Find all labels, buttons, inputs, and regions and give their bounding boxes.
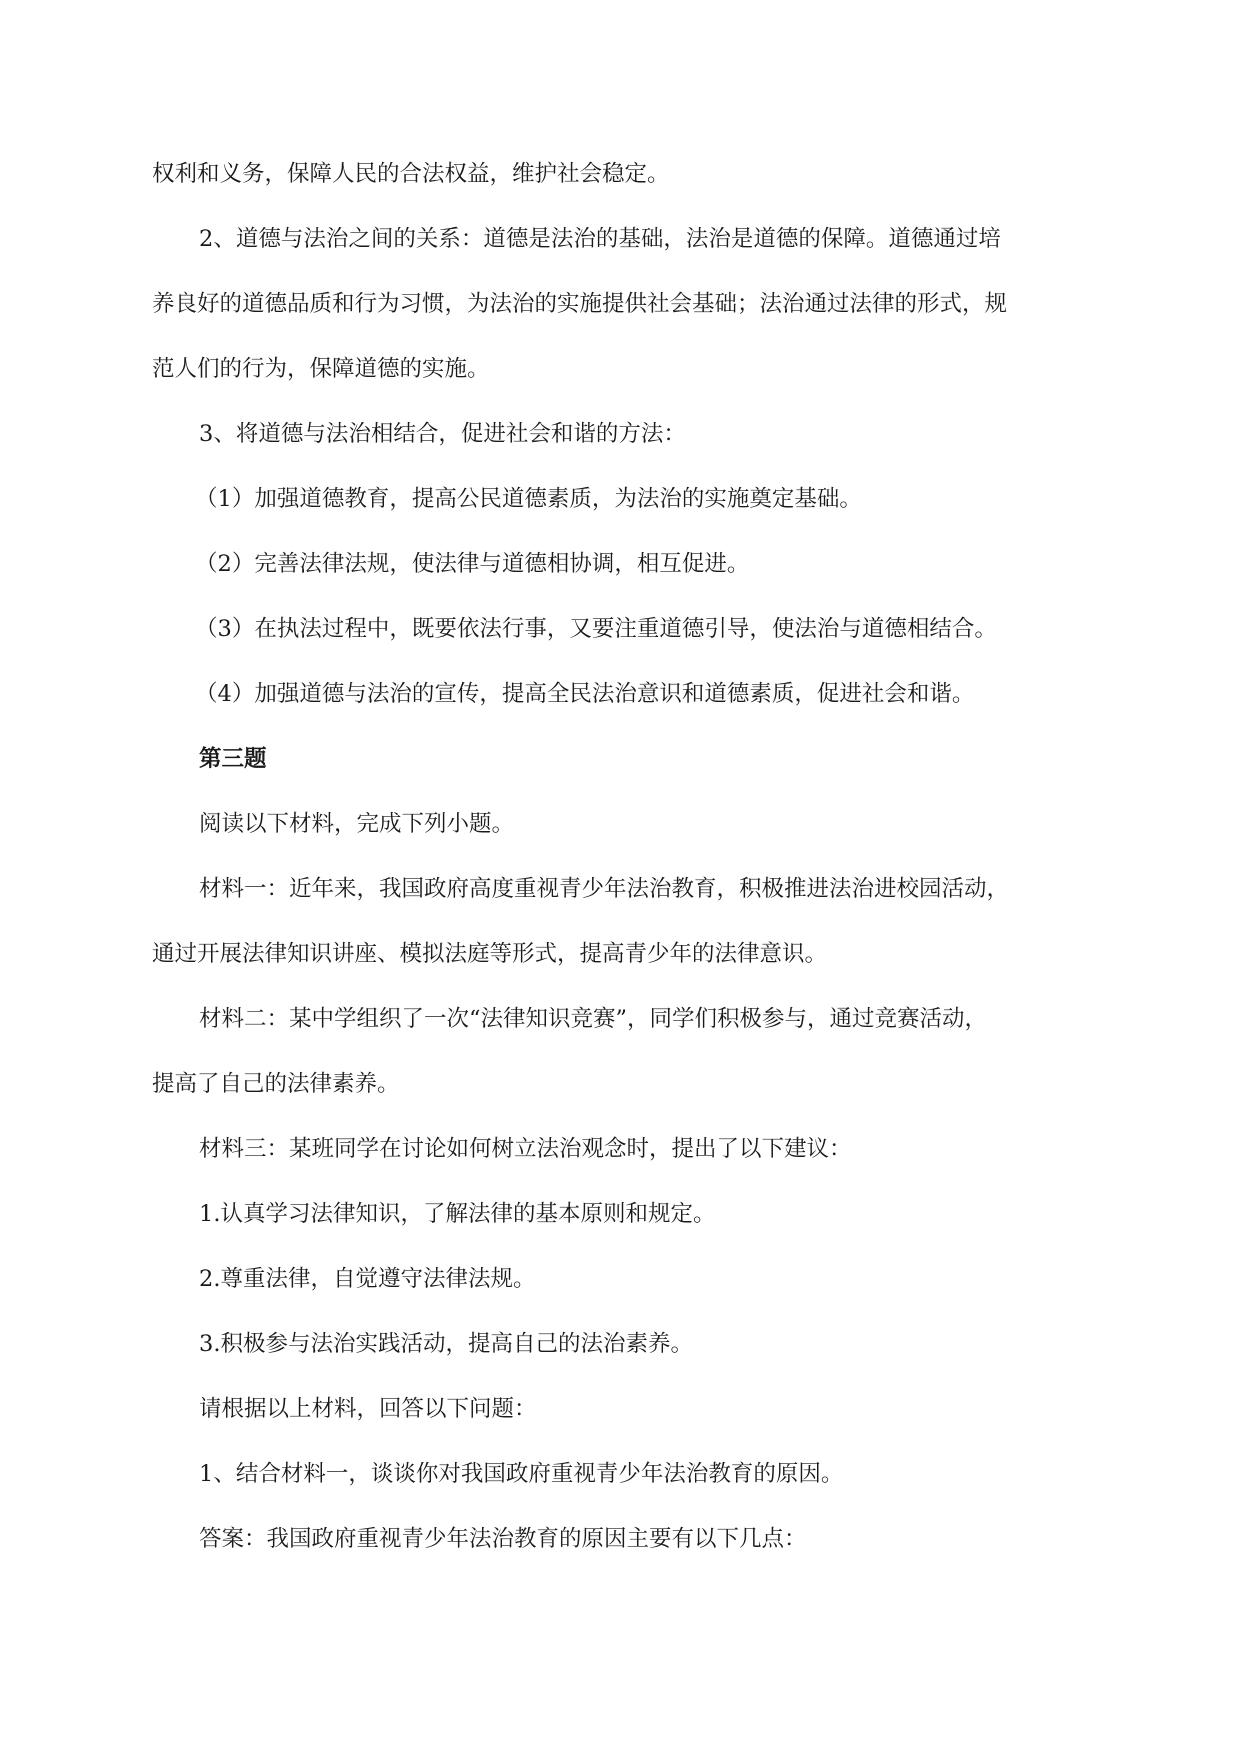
list-item: 3.积极参与法治实践活动，提高自己的法治素养。 [199, 1331, 693, 1357]
question-line: 1、结合材料一，谈谈你对我国政府重视青少年法治教育的原因。 [199, 1461, 844, 1487]
paragraph-line: 请根据以上材料，回答以下问题： [199, 1396, 537, 1422]
paragraph-line: 材料二：某中学组织了一次“法律知识竞赛”，同学们积极参与，通过竞赛活动， [199, 1006, 988, 1032]
list-item: 1.认真学习法律知识，了解法律的基本原则和规定。 [199, 1201, 716, 1227]
paragraph-line: 权利和义务，保障人民的合法权益，维护社会稳定。 [152, 161, 670, 187]
paragraph-line: 范人们的行为，保障道德的实施。 [152, 356, 490, 382]
list-item: （4）加强道德与法治的宣传，提高全民法治意识和道德素质，促进社会和谐。 [195, 681, 975, 707]
paragraph-line: 材料一：近年来，我国政府高度重视青少年法治教育，积极推进法治进校园活动， [199, 876, 1010, 902]
list-item: （2）完善法律法规，使法律与道德相协调，相互促进。 [195, 551, 750, 577]
paragraph-line: 阅读以下材料，完成下列小题。 [199, 811, 515, 837]
paragraph-line: 材料三：某班同学在讨论如何树立法治观念时，提出了以下建议： [199, 1136, 852, 1162]
paragraph-line: 提高了自己的法律素养。 [152, 1071, 400, 1097]
paragraph-line: 2、道德与法治之间的关系：道德是法治的基础，法治是道德的保障。道德通过培 [199, 226, 1001, 252]
section-heading: 第三题 [199, 746, 267, 772]
list-item: （3）在执法过程中，既要依法行事，又要注重道德引导，使法治与道德相结合。 [195, 616, 997, 642]
paragraph-line: 3、将道德与法治相结合，促进社会和谐的方法： [199, 421, 686, 447]
paragraph-line: 养良好的道德品质和行为习惯，为法治的实施提供社会基础；法治通过法律的形式，规 [152, 291, 1008, 317]
list-item: 2.尊重法律，自觉遵守法律法规。 [199, 1266, 536, 1292]
list-item: （1）加强道德教育，提高公民道德素质，为法治的实施奠定基础。 [195, 486, 862, 512]
answer-line: 答案：我国政府重视青少年法治教育的原因主要有以下几点： [199, 1526, 807, 1552]
paragraph-line: 通过开展法律知识讲座、模拟法庭等形式，提高青少年的法律意识。 [152, 941, 828, 967]
document-page [152, 142, 1092, 1572]
